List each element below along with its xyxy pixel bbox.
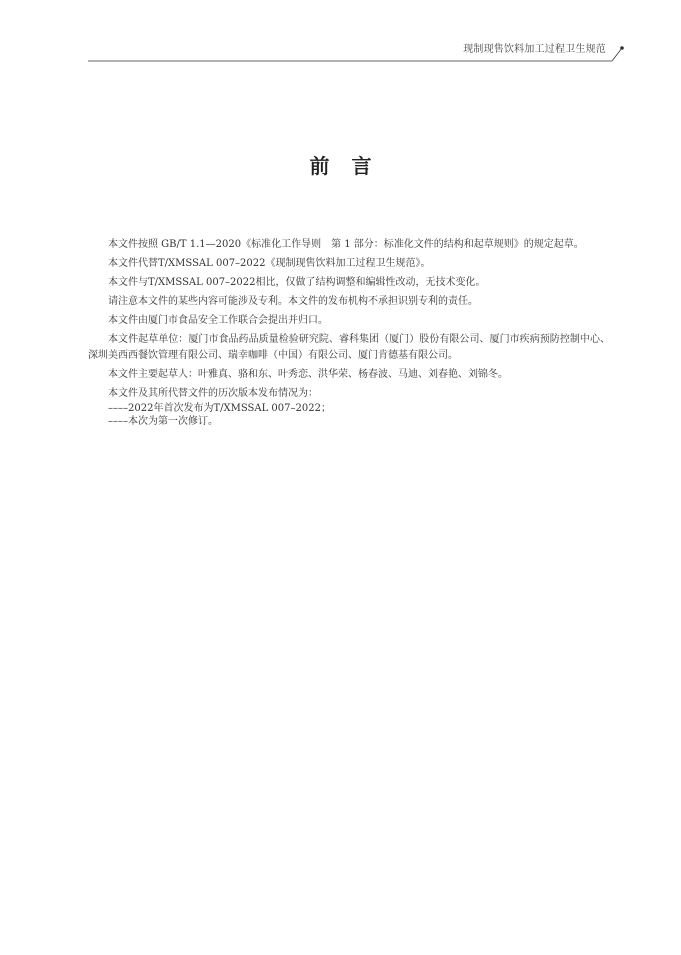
paragraph-replaces: 本文件代替T/XMSSAL 007–2022《现制现售饮料加工过程卫生规范》。 bbox=[108, 258, 431, 269]
version-history-list bbox=[88, 402, 610, 428]
paragraph-history-intro: 本文件及其所代替文件的历次版本发布情况为： bbox=[108, 388, 318, 399]
paragraph-drafters: 本文件主要起草人：叶雅真、骆和东、叶秀恋、洪华荣、杨春波、马迪、刘春艳、刘锦冬。 bbox=[108, 369, 508, 380]
page-title: 前言 bbox=[309, 154, 394, 178]
running-header: 现制现售饮料加工过程卫生规范 bbox=[463, 44, 606, 55]
paragraph-changes: 本文件与T/XMSSAL 007–2022相比，仅做了结构调整和编辑性改动，无技术变化。 bbox=[108, 277, 486, 288]
history-item: ––––2022年首次发布为T/XMSSAL 007–2022； bbox=[108, 403, 331, 414]
paragraph-patent-notice: 请注意本文件的某些内容可能涉及专利。本文件的发布机构不承担识别专利的责任。 bbox=[108, 296, 478, 307]
paragraph-proposer: 本文件由厦门市食品安全工作联合会提出并归口。 bbox=[108, 315, 328, 326]
paragraph-drafting-rules: 本文件按照 GB/T 1.1—2020《标准化工作导则 第 1 部分：标准化文件的结构和起草规则》的规定起草。 bbox=[108, 239, 584, 250]
foreword-body bbox=[88, 237, 610, 428]
history-item: ––––本次为第一次修订。 bbox=[108, 416, 218, 427]
paragraph-drafting-units: 本文件起草单位：厦门市食品药品质量检验研究院、睿科集团（厦门）股份有限公司、厦门市疾病预防控制中心、深圳美西西餐饮管理有限公司、瑞幸咖啡（中国）有限公司、厦门肯德基有限公司。 bbox=[88, 334, 610, 361]
